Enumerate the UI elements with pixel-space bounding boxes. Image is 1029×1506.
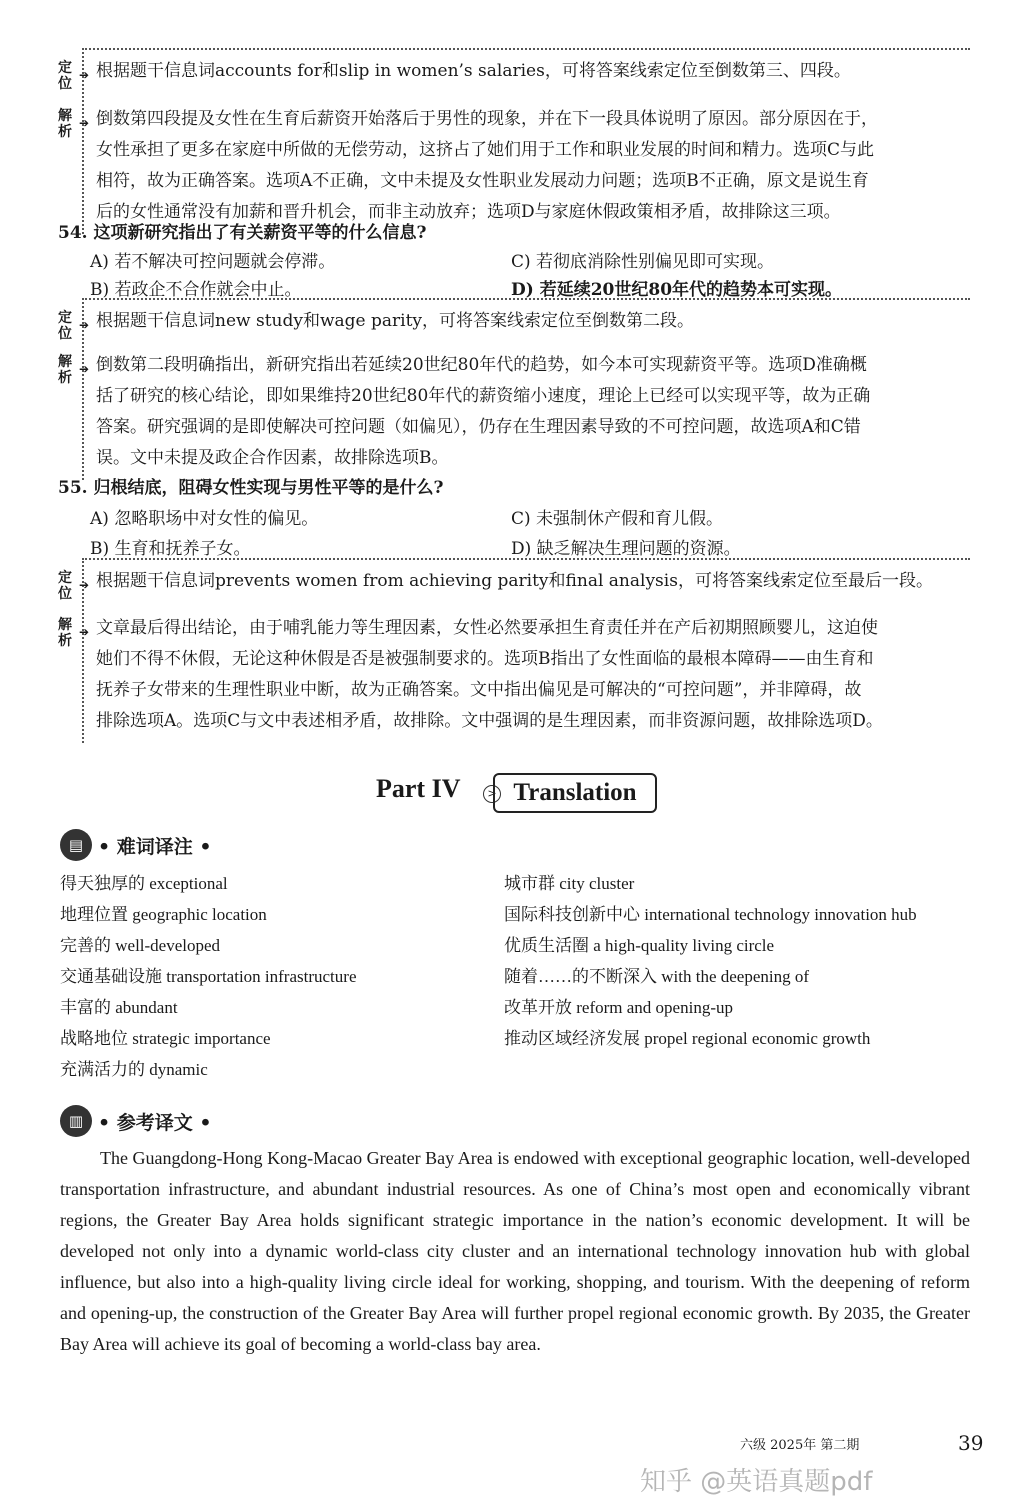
q54-notes xyxy=(58,306,970,474)
vocab-item: 完善的 well-developed xyxy=(60,936,221,955)
question-55: 55. 归根结底，阻碍女性实现与男性平等的是什么? xyxy=(58,478,444,498)
option-b: B) 生育和抚养子女。 xyxy=(90,539,251,559)
reference-heading xyxy=(60,1105,212,1137)
q55-notes xyxy=(58,566,970,737)
vocab-right-list xyxy=(504,868,917,1054)
arrow-icon: ➔ xyxy=(79,362,90,376)
analysis-line: 文章最后得出结论，由于哺乳能力等生理因素，女性必然要承担生育责任并在产后初期照顾婴儿，这迫使 xyxy=(96,618,878,638)
question-54: 54. 这项新研究指出了有关薪资平等的什么信息? xyxy=(58,223,427,243)
chevron-right-icon: > xyxy=(483,785,501,803)
analysis-label: 解析 xyxy=(58,108,72,140)
locate-label: 定位 xyxy=(58,60,72,92)
analysis-line: 倒数第二段明确指出，新研究指出若延续20世纪80年代的趋势，如今本可实现薪资平等。选项D准确概 xyxy=(96,355,867,375)
analysis-line: 女性承担了更多在家庭中所做的无偿劳动，这挤占了她们用于工作和职业发展的时间和精力。选项C与此 xyxy=(96,140,875,160)
vocab-item: 地理位置 geographic location xyxy=(60,905,267,924)
vocab-heading xyxy=(60,829,212,861)
locate-row xyxy=(58,306,970,350)
page-number: 39 xyxy=(958,1431,984,1455)
option-d: D) 缺乏解决生理问题的资源。 xyxy=(511,539,741,559)
book-icon: ▥ xyxy=(60,1105,92,1137)
reference-heading-text: • 参考译文 • xyxy=(98,1111,212,1134)
locate-label: 定位 xyxy=(58,310,72,342)
vocab-left-list xyxy=(60,868,357,1085)
part-number: Part IV xyxy=(376,774,461,803)
vocab-item: 交通基础设施 transportation infrastructure xyxy=(60,967,357,986)
vocab-item: 丰富的 abundant xyxy=(60,998,178,1017)
analysis-row xyxy=(58,104,970,228)
vocab-heading-text: • 难词译注 • xyxy=(98,835,212,858)
option-c: C) 若彻底消除性别偏见即可实现。 xyxy=(511,252,775,272)
vocab-item: 推动区域经济发展 propel regional economic growth xyxy=(504,1029,871,1048)
analysis-line: 排除选项A。选项C与文中表述相矛盾，故排除。文中强调的是生理因素，而非资源问题，故排除选项D。 xyxy=(96,711,883,731)
reference-translation: The Guangdong-Hong Kong-Macao Greater Bay Area is endowed with exceptional geographic location, well-developed transportation infrastructure, and abundant industrial resources. As one of China’s most open and economically vibrant regions, the Greater Bay Area holds significant strategic importance in the nation’s economic development. It will be developed not only into a dynamic world-class city cluster and an international technology innovation hub with global influence, but also into a high-quality living circle ideal for working, shopping, and tourism. With the deepening of reform and opening-up, the construction of the Greater Bay Area will further propel regional economic growth. By 2035, the Greater Bay Area will achieve its goal of becoming a world-class bay area. xyxy=(60,1148,970,1354)
analysis-line: 答案。研究强调的是即使解决可控问题（如偏见），仍存在生理因素导致的不可控问题，故选项A和C错 xyxy=(96,417,861,437)
watermark: 知乎 @英语真题pdf xyxy=(640,1467,873,1497)
document-icon: ▤ xyxy=(60,829,92,861)
vocab-item: 改革开放 reform and opening-up xyxy=(504,998,733,1017)
option-c: C) 未强制休产假和育儿假。 xyxy=(511,509,724,529)
analysis-line: 后的女性通常没有加薪和晋升机会，而非主动放弃；选项D与家庭休假政策相矛盾，故排除这三项。 xyxy=(96,202,841,222)
locate-label: 定位 xyxy=(58,570,72,602)
locate-text: 根据题干信息词accounts for和slip in women’s salaries，可将答案线索定位至倒数第三、四段。 xyxy=(96,61,851,81)
part-title: Translation xyxy=(493,773,657,813)
vocab-item: 充满活力的 dynamic xyxy=(60,1060,208,1079)
analysis-line: 倒数第四段提及女性在生育后薪资开始落后于男性的现象，并在下一段具体说明了原因。部分原因在于， xyxy=(96,109,878,129)
vocab-item: 国际科技创新中心 international technology innovation hub xyxy=(504,905,917,924)
analysis-line: 相符，故为正确答案。选项A不正确，文中未提及女性职业发展动力问题；选项B不正确，原文是说生育 xyxy=(96,171,869,191)
locate-row xyxy=(58,566,970,613)
arrow-icon: ➔ xyxy=(79,625,90,639)
arrow-icon: ➔ xyxy=(79,578,90,592)
analysis-line: 括了研究的核心结论，即如果维持20世纪80年代的薪资缩小速度，理论上已经可以实现平等，故为正确 xyxy=(96,386,871,406)
vocab-item: 优质生活圈 a high-quality living circle xyxy=(504,936,775,955)
analysis-line: 她们不得不休假，无论这种休假是否是被强制要求的。选项B指出了女性面临的最根本障碍——由生育和 xyxy=(96,649,874,669)
option-a: A) 忽略职场中对女性的偏见。 xyxy=(90,509,319,529)
analysis-line: 抚养子女带来的生理性职业中断，故为正确答案。文中指出偏见是可解决的“可控问题”，并非障碍，故 xyxy=(96,680,862,700)
vocab-item: 战略地位 strategic importance xyxy=(60,1029,271,1048)
option-a: A) 若不解决可控问题就会停滞。 xyxy=(90,252,336,272)
analysis-row xyxy=(58,350,970,474)
arrow-icon: ➔ xyxy=(79,116,90,130)
locate-text: 根据题干信息词prevents women from achieving parity和final analysis，可将答案线索定位至最后一段。 xyxy=(96,571,933,591)
arrow-icon: ➔ xyxy=(79,318,90,332)
issue-label: 六级 2025年 第二期 xyxy=(740,1438,860,1453)
locate-row xyxy=(58,56,970,106)
locate-text: 根据题干信息词new study和wage parity，可将答案线索定位至倒数第二段。 xyxy=(96,311,695,331)
arrow-icon: ➔ xyxy=(79,68,90,82)
analysis-label: 解析 xyxy=(58,617,72,649)
vocab-item: 得天独厚的 exceptional xyxy=(60,874,228,893)
option-b: B) 若政企不合作就会中止。 xyxy=(90,280,302,300)
analysis-label: 解析 xyxy=(58,354,72,386)
vocab-item: 城市群 city cluster xyxy=(504,874,635,893)
analysis-row xyxy=(58,613,970,737)
q53-notes xyxy=(58,56,970,228)
vocab-item: 随着……的不断深入 with the deepening of xyxy=(504,967,810,986)
option-d: D) 若延续20世纪80年代的趋势本可实现。 xyxy=(511,280,843,300)
analysis-line: 误。文中未提及政企合作因素，故排除选项B。 xyxy=(96,448,449,468)
